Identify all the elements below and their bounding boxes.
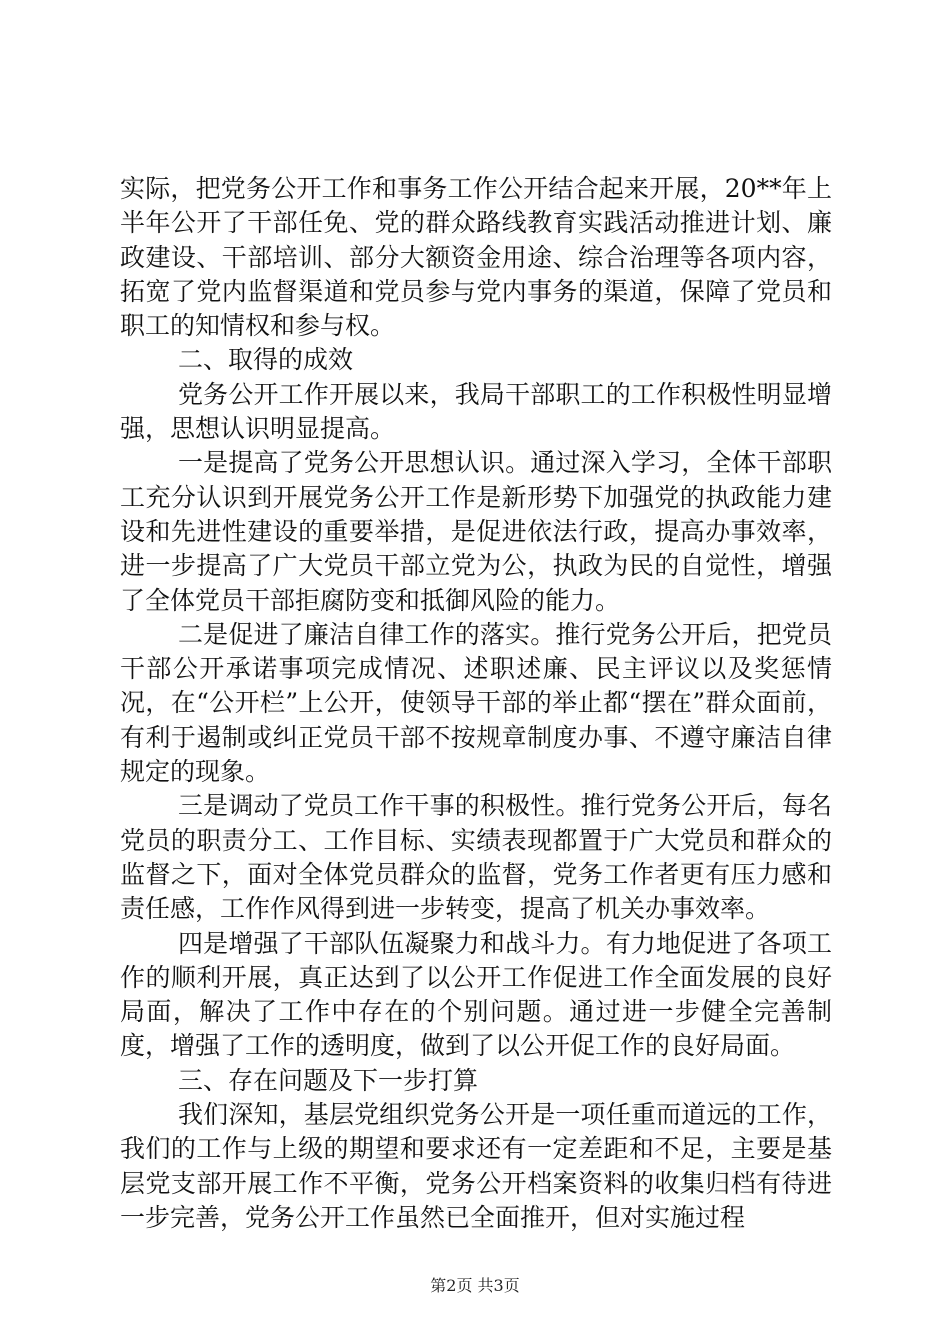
section-heading-problems: 三、存在问题及下一步打算 (178, 1065, 479, 1095)
paragraph-point-one: 一是提高了党务公开思想认识。通过深入学习，全体干部职工充分认识到开展党务公开工作是新形势下加强党的执政能力建设和先进性建设的重要举措，是促进依法行政，提高办事效率，进一步提高了广大党员干部立党为公，执政为民的自觉性，增强了全体党员干部拒腐防变和抵御风险的能力。 (120, 448, 832, 615)
document-body (120, 172, 832, 1235)
paragraph-problems: 我们深知，基层党组织党务公开是一项任重而道远的工作，我们的工作与上级的期望和要求还有一定差距和不足，主要是基层党支部开展工作不平衡，党务公开档案资料的收集归档有待进一步完善，党务公开工作虽然已全面推开，但对实施过程 (120, 1100, 832, 1232)
page-footer: 第2页 共3页 (430, 1276, 520, 1295)
section-heading-achievements: 二、取得的成效 (178, 345, 354, 375)
paragraph-point-three: 三是调动了党员工作干事的积极性。推行党务公开后，每名党员的职责分工、工作目标、实绩表现都置于广大党员和群众的监督之下，面对全体党员群众的监督，党务工作者更有压力感和责任感，工作作风得到进一步转变，提高了机关办事效率。 (120, 791, 832, 924)
paragraph-achievements-intro: 党务公开工作开展以来，我局干部职工的工作积极性明显增强，思想认识明显提高。 (120, 379, 832, 444)
paragraph-point-four: 四是增强了干部队伍凝聚力和战斗力。有力地促进了各项工作的顺利开展，真正达到了以公开工作促进工作全面发展的良好局面，解决了工作中存在的个别问题。通过进一步健全完善制度，增强了工作的透明度，做到了以公开促工作的良好局面。 (120, 928, 832, 1061)
paragraph-continued: 实际，把党务公开工作和事务工作公开结合起来开展，20**年上半年公开了干部任免、党的群众路线教育实践活动推进计划、廉政建设、干部培训、部分大额资金用途、综合治理等各项内容，拓宽了党内监督渠道和党员参与党内事务的渠道，保障了党员和职工的知情权和参与权。 (120, 174, 832, 341)
paragraph-point-two: 二是促进了廉洁自律工作的落实。推行党务公开后，把党员干部公开承诺事项完成情况、述职述廉、民主评议以及奖惩情况，在“公开栏”上公开，使领导干部的举止都“摆在”群众面前，有利于遏制或纠正党员干部不按规章制度办事、不遵守廉洁自律规定的现象。 (120, 619, 832, 787)
